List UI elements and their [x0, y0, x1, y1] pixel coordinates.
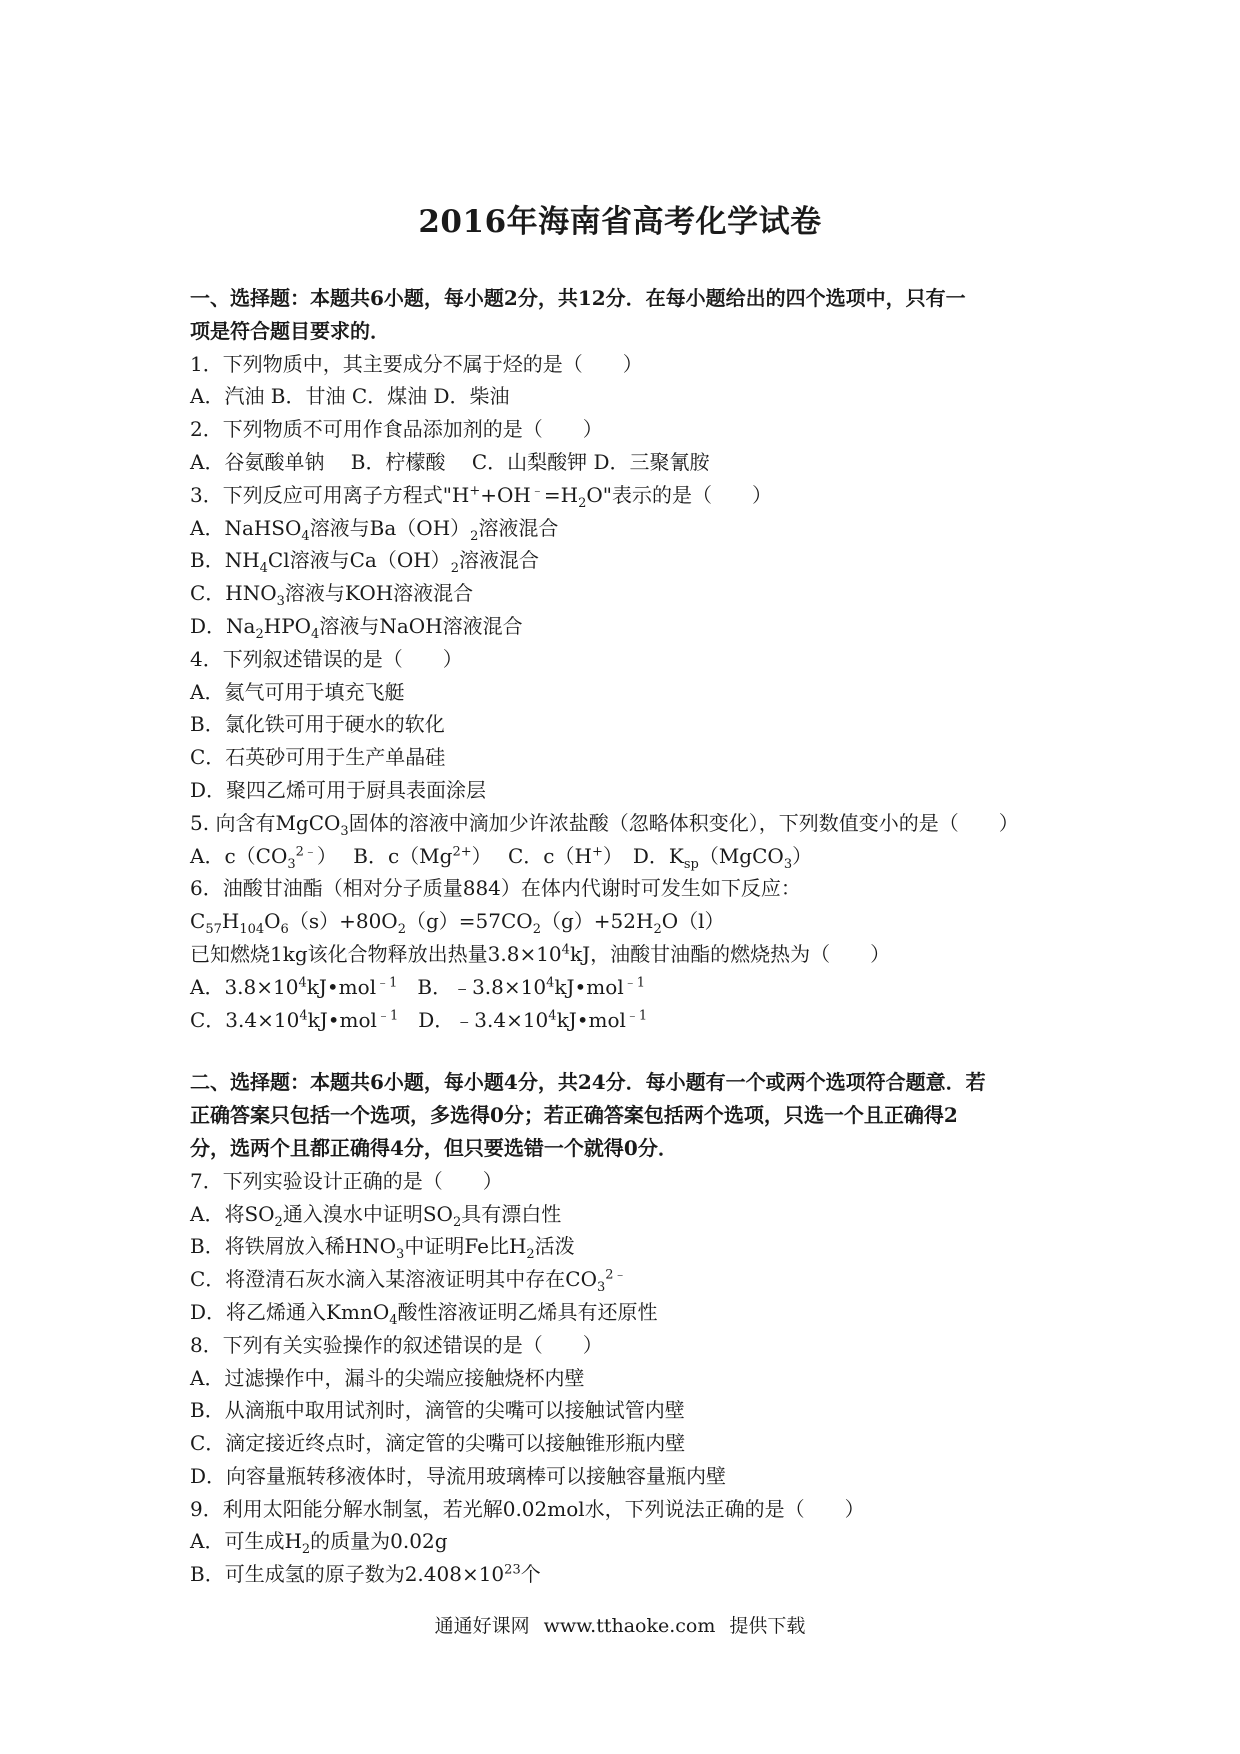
- subscript: 4: [259, 561, 268, 577]
- text-part: ） B．c（Mg: [316, 843, 453, 868]
- text-part: B．﹣3.8×10: [397, 974, 547, 999]
- q3-stem-part: +OH: [480, 482, 531, 507]
- text-part: （MgCO: [698, 843, 784, 868]
- superscript: 4: [561, 942, 570, 958]
- q7-option-d: [190, 1296, 1070, 1329]
- text-part: O: [264, 909, 281, 934]
- text-part: kJ，油酸甘油酯的燃烧热为（ ）: [569, 941, 891, 966]
- section2-heading-line3: 分，选两个且都正确得4分，但只要选错一个就得0分．: [190, 1135, 678, 1160]
- text-part: 个: [520, 1562, 541, 1587]
- superscript: 4: [548, 1007, 557, 1023]
- text-part: 溶液混合: [458, 548, 539, 573]
- text-part: 中证明Fe比H: [404, 1234, 527, 1259]
- q8-stem: 8．下列有关实验操作的叙述错误的是（ ）: [190, 1332, 603, 1357]
- text-part: kJ•mol: [556, 1007, 626, 1032]
- superscript: ﹣: [530, 483, 544, 499]
- q3-option-a: [190, 512, 1070, 545]
- superscript: ﹣1: [623, 975, 645, 991]
- subscript: 3: [396, 1247, 405, 1263]
- text-part: A．可生成H: [190, 1529, 302, 1554]
- text-part: 溶液与Ba（OH）: [309, 515, 471, 540]
- q7-option-b: [190, 1230, 1070, 1263]
- superscript: 2+: [452, 843, 472, 859]
- footer-site-name: 通通好课网: [434, 1615, 530, 1637]
- q3-stem: [190, 479, 1070, 512]
- q4-stem: 4．下列叙述错误的是（ ）: [190, 646, 463, 671]
- q9-stem: 9．利用太阳能分解水制氢，若光解0.02mol水，下列说法正确的是（ ）: [190, 1496, 865, 1521]
- superscript: ﹣1: [376, 1007, 399, 1023]
- text-part: D．将乙烯通入KmnO: [190, 1299, 390, 1324]
- text-part: A．将SO: [190, 1201, 275, 1226]
- subscript: 3: [276, 594, 285, 610]
- text-part: ） D．K: [602, 843, 684, 868]
- q3-stem-part: =H: [543, 482, 579, 507]
- q1-stem: 1．下列物质中，其主要成分不属于烃的是（ ）: [190, 351, 643, 376]
- page-title: 2016年海南省高考化学试卷: [418, 204, 822, 240]
- section1-heading-line1: 一、选择题：本题共6小题，每小题2分，共12分．在每小题给出的四个选项中，只有一: [190, 286, 966, 310]
- superscript: ﹣1: [376, 975, 398, 991]
- subscript: 2: [301, 1542, 311, 1558]
- q4-option-c: C．石英砂可用于生产单晶硅: [190, 745, 446, 770]
- superscript: 2﹣: [605, 1267, 627, 1283]
- subscript: 3: [597, 1280, 606, 1296]
- q2-options: A．谷氨酸单钠 B．柠檬酸 C．山梨酸钾 D．三聚氰胺: [190, 449, 710, 474]
- q6-stem: 6．油酸甘油酯（相对分子质量884）在体内代谢时可发生如下反应：: [190, 876, 801, 901]
- subscript: 104: [239, 922, 265, 938]
- q7-option-a: [190, 1198, 1070, 1231]
- subscript: 2: [526, 1247, 535, 1263]
- section1-heading-line2: 项是符合题目要求的．: [190, 318, 390, 343]
- q3-option-c: [190, 577, 1070, 610]
- text-part: C．HNO: [190, 581, 277, 606]
- subscript: 2: [397, 922, 406, 938]
- text-part: kJ•mol: [307, 1007, 377, 1032]
- q2-stem: 2．下列物质不可用作食品添加剂的是（ ）: [190, 417, 603, 442]
- subscript: 3: [340, 823, 349, 839]
- text-part: C: [190, 909, 206, 934]
- superscript: 4: [298, 975, 307, 991]
- subscript: 2: [274, 1214, 283, 1230]
- q3-option-d: [190, 610, 1070, 643]
- subscript: 2: [578, 495, 587, 511]
- text-part: 已知燃烧1kg该化合物释放出热量3.8×10: [190, 941, 562, 966]
- text-part: 溶液混合: [478, 515, 559, 540]
- footer-note: 提供下载: [729, 1615, 806, 1637]
- text-part: D．Na: [190, 613, 256, 638]
- q4-option-a: A．氦气可用于填充飞艇: [190, 679, 405, 704]
- superscript: +: [591, 843, 603, 859]
- text-part: H: [221, 909, 240, 934]
- text-part: （g）=57CO: [405, 909, 533, 934]
- section2-heading-line2: 正确答案只包括一个选项，多选得0分；若正确答案包括两个选项，只选一个且正确得2: [190, 1103, 958, 1128]
- subscript: 3: [287, 856, 296, 872]
- text-part: B．可生成氢的原子数为2.408×10: [190, 1562, 505, 1587]
- q5-options: [190, 840, 1070, 873]
- subscript: 6: [280, 922, 289, 938]
- subscript: 3: [783, 856, 793, 872]
- q4-option-d: D．聚四乙烯可用于厨具表面涂层: [190, 777, 487, 802]
- text-part: A．3.8×10: [190, 974, 299, 999]
- section-gap: [190, 1036, 1070, 1066]
- q6-known: [190, 938, 1070, 971]
- superscript: 23: [504, 1562, 521, 1578]
- text-part: （g）+52H: [540, 909, 654, 934]
- subscript: 2: [653, 922, 662, 938]
- subscript: 2: [532, 922, 541, 938]
- text-part: ）: [792, 843, 813, 868]
- q3-option-b: [190, 544, 1070, 577]
- footer-url[interactable]: www.tthaoke.com: [543, 1615, 716, 1637]
- text-part: A．c（CO: [190, 843, 288, 868]
- q9-option-b: [190, 1558, 1070, 1591]
- q7-option-c: [190, 1263, 1070, 1296]
- q8-option-c: C．滴定接近终点时，滴定管的尖嘴可以接触锥形瓶内壁: [190, 1431, 686, 1456]
- superscript: 2﹣: [295, 843, 317, 859]
- subscript: sp: [683, 856, 699, 872]
- q5-stem: [190, 807, 1070, 840]
- subscript: 2: [452, 1214, 462, 1230]
- subscript: 2: [255, 626, 264, 642]
- text-part: C．3.4×10: [190, 1007, 300, 1032]
- text-part: kJ•mol: [554, 974, 624, 999]
- text-part: 的质量为0.02g: [310, 1529, 448, 1554]
- q6-equation: [190, 905, 1070, 938]
- text-part: B．NH: [190, 548, 260, 573]
- q7-stem: 7．下列实验设计正确的是（ ）: [190, 1168, 503, 1193]
- q8-option-a: A．过滤操作中，漏斗的尖端应接触烧杯内壁: [190, 1365, 585, 1390]
- superscript: ﹣1: [625, 1007, 648, 1023]
- section2-heading-line1: 二、选择题：本题共6小题，每小题4分，共24分．每小题有一个或两个选项符合题意．若: [190, 1070, 986, 1095]
- text-part: 固体的溶液中滴加少许浓盐酸（忽略体积变化），下列数值变小的是（ ）: [348, 810, 1019, 835]
- subscript: 57: [205, 922, 222, 938]
- text-part: 5. 向含有MgCO: [190, 810, 341, 835]
- subscript: 4: [389, 1312, 398, 1328]
- q8-option-d: D．向容量瓶转移液体时，导流用玻璃棒可以接触容量瓶内壁: [190, 1463, 727, 1488]
- subscript: 2: [450, 561, 459, 577]
- q6-options-ab: [190, 971, 1070, 1004]
- text-part: HPO: [263, 613, 312, 638]
- subscript: 4: [301, 528, 310, 544]
- q6-options-cd: [190, 1004, 1070, 1037]
- superscript: 4: [546, 975, 555, 991]
- text-part: A．NaHSO: [190, 515, 302, 540]
- text-part: Cl溶液与Ca（OH）: [267, 548, 451, 573]
- text-part: 溶液与NaOH溶液混合: [319, 613, 523, 638]
- exam-content: [190, 282, 1070, 1591]
- q3-stem-part: 3．下列反应可用离子方程式"H: [190, 482, 470, 507]
- q1-options: A．汽油 B．甘油 C．煤油 D．柴油: [190, 384, 510, 409]
- text-part: ） C．c（H: [471, 843, 592, 868]
- q9-option-a: [190, 1525, 1070, 1558]
- text-part: B．将铁屑放入稀HNO: [190, 1234, 397, 1259]
- superscript: +: [469, 483, 481, 499]
- text-part: D．﹣3.4×10: [398, 1007, 549, 1032]
- q4-option-b: B．氯化铁可用于硬水的软化: [190, 712, 445, 737]
- text-part: （s）+80O: [288, 909, 398, 934]
- text-part: 通入溴水中证明SO: [282, 1201, 453, 1226]
- text-part: C．将澄清石灰水滴入某溶液证明其中存在CO: [190, 1267, 598, 1292]
- q8-option-b: B．从滴瓶中取用试剂时，滴管的尖嘴可以接触试管内壁: [190, 1398, 685, 1423]
- text-part: 酸性溶液证明乙烯具有还原性: [397, 1299, 658, 1324]
- page-footer: [0, 1611, 1240, 1638]
- text-part: 溶液与KOH溶液混合: [284, 581, 474, 606]
- text-part: O（l）: [661, 909, 725, 934]
- superscript: 4: [299, 1007, 308, 1023]
- subscript: 4: [311, 626, 320, 642]
- text-part: kJ•mol: [306, 974, 377, 999]
- subscript: 2: [470, 528, 479, 544]
- text-part: 活泼: [534, 1234, 575, 1259]
- text-part: 具有漂白性: [461, 1201, 562, 1226]
- q3-stem-part: O"表示的是（ ）: [586, 482, 772, 507]
